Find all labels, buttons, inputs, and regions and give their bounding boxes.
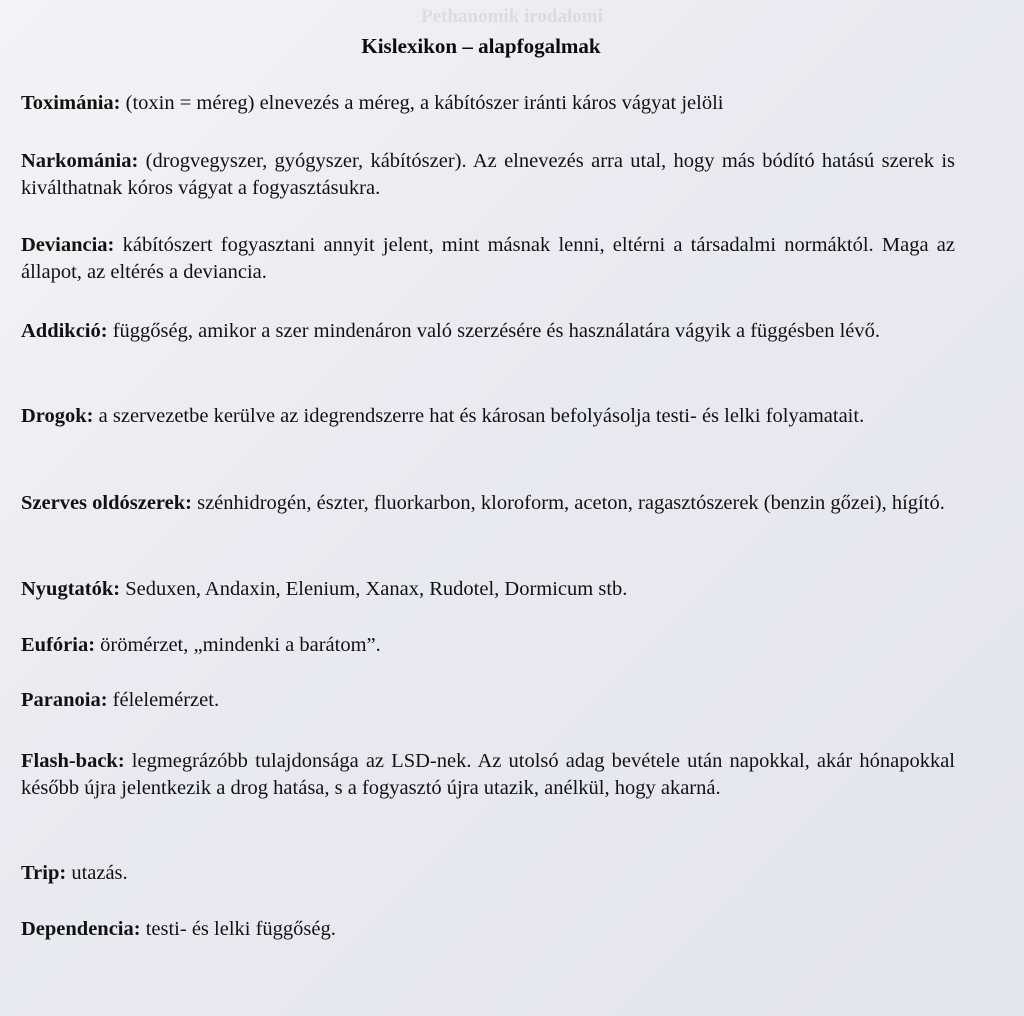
entry-definition: örömérzet, „mindenki a barátom”. xyxy=(95,634,381,656)
glossary-entry-flash-back xyxy=(21,748,955,802)
entry-definition: testi- és lelki függőség. xyxy=(140,918,336,940)
entry-definition: a szervezetbe kerülve az idegrendszerre hat és károsan befolyásolja testi- és lelki folyamatait. xyxy=(93,405,865,427)
entry-term: Dependencia: xyxy=(21,918,141,940)
bleed-through-heading: Pethanomik irodalomi xyxy=(421,6,603,27)
entry-term: Toximánia: xyxy=(21,92,121,114)
glossary-entry-drogok xyxy=(21,403,955,430)
entry-definition: (toxin = méreg) elnevezés a méreg, a kábítószer iránti káros vágyat jelöli xyxy=(120,92,724,114)
entry-term: Addikció: xyxy=(21,320,108,342)
entry-definition: (drogvegyszer, gyógyszer, kábítószer). Az elnevezés arra utal, hogy más bódító hatású szerek is kiválthatnak kóros vágyat a fogyasztásukra. xyxy=(21,150,955,199)
entry-definition: legmegrázóbb tulajdonsága az LSD-nek. Az utolsó adag bevétele után napokkal, akár hónapokkal később újra jelentkezik a drog hatása, s a fogyasztó újra utazik, anélkül, hogy akarná. xyxy=(21,750,955,799)
glossary-entry-toximania xyxy=(21,90,955,117)
glossary-entry-euforia xyxy=(21,632,955,659)
entry-definition: függőség, amikor a szer mindenáron való szerzésére és használatára vágyik a függésben lévő. xyxy=(107,320,880,342)
entry-definition: kábítószert fogyasztani annyit jelent, mint másnak lenni, eltérni a társadalmi normáktól. Maga az állapot, az eltérés a deviancia. xyxy=(21,234,955,283)
glossary-entry-nyugtatok xyxy=(21,576,955,603)
entry-term: Eufória: xyxy=(21,634,96,656)
entry-term: Drogok: xyxy=(21,405,94,427)
entry-term: Nyugtatók: xyxy=(21,578,121,600)
glossary-entry-narkomania xyxy=(21,148,955,202)
entry-term: Narkománia: xyxy=(21,150,139,172)
entry-definition: félelemérzet. xyxy=(107,689,220,711)
entry-term: Paranoia: xyxy=(21,689,108,711)
glossary-entry-paranoia xyxy=(21,687,955,714)
entry-term: Flash-back: xyxy=(21,750,125,772)
glossary-entry-szerves-oldoszerek xyxy=(21,490,955,517)
glossary-entry-dependencia xyxy=(21,916,955,943)
glossary-entry-addikcio xyxy=(21,318,955,345)
entry-term: Szerves oldószerek: xyxy=(21,492,192,514)
glossary-entry-trip xyxy=(21,860,955,887)
entry-definition: Seduxen, Andaxin, Elenium, Xanax, Rudotel, Dormicum stb. xyxy=(120,578,628,600)
glossary-entry-deviancia xyxy=(21,232,955,286)
entry-definition: szénhidrogén, észter, fluorkarbon, kloroform, aceton, ragasztószerek (benzin gőzei), hígító. xyxy=(191,492,945,514)
entry-definition: utazás. xyxy=(66,862,128,884)
entry-term: Trip: xyxy=(21,862,67,884)
page-title: Kislexikon – alapfogalmak xyxy=(361,34,601,58)
entry-term: Deviancia: xyxy=(21,234,115,256)
